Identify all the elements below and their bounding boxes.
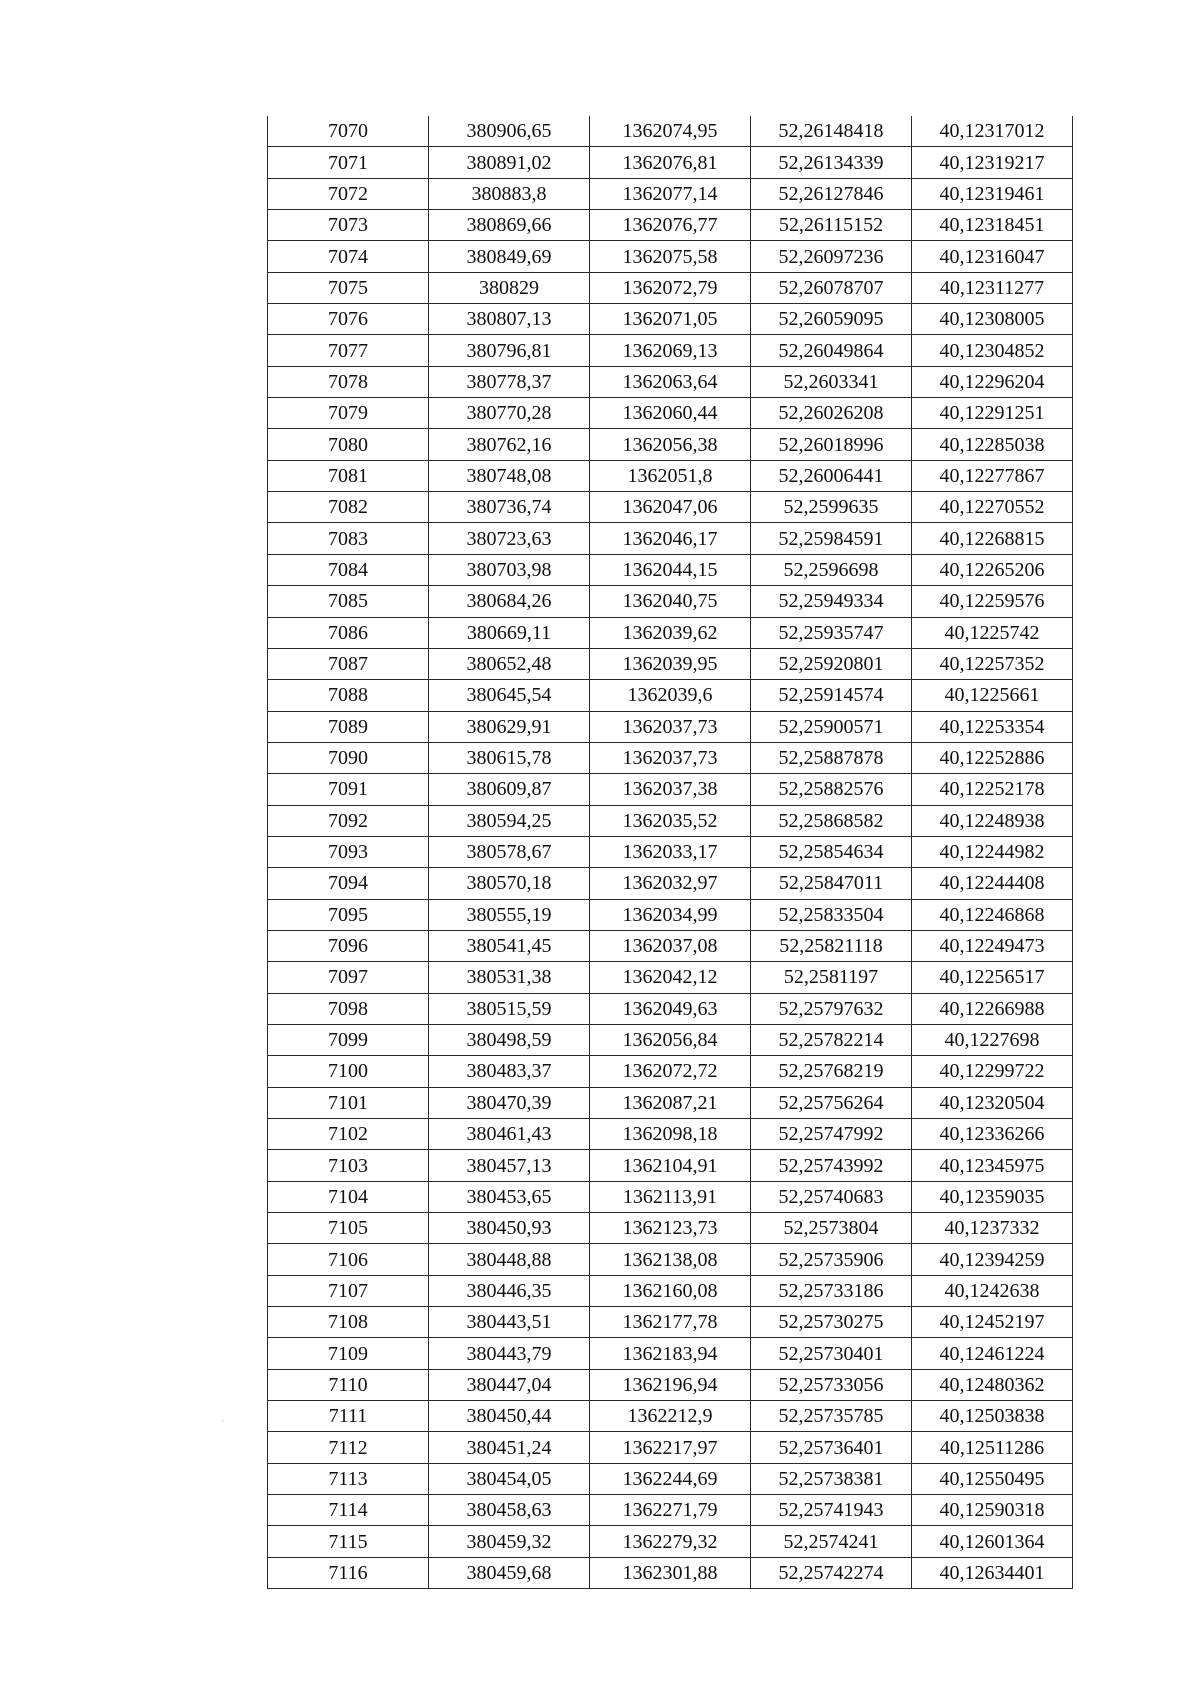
y-coordinate-cell: 1362037,38 bbox=[590, 774, 751, 805]
point-number-cell: 7115 bbox=[268, 1526, 429, 1557]
y-coordinate-cell: 1362212,9 bbox=[590, 1401, 751, 1432]
point-number-cell: 7093 bbox=[268, 836, 429, 867]
latitude-cell: 52,25736401 bbox=[751, 1432, 912, 1463]
y-coordinate-cell: 1362037,73 bbox=[590, 742, 751, 773]
table-row bbox=[268, 1244, 1073, 1275]
table-row bbox=[268, 1275, 1073, 1306]
point-number-cell: 7096 bbox=[268, 930, 429, 961]
x-coordinate-cell: 380450,44 bbox=[429, 1401, 590, 1432]
longitude-cell: 40,12268815 bbox=[912, 523, 1073, 554]
latitude-cell: 52,25733056 bbox=[751, 1369, 912, 1400]
y-coordinate-cell: 1362034,99 bbox=[590, 899, 751, 930]
y-coordinate-cell: 1362217,97 bbox=[590, 1432, 751, 1463]
longitude-cell: 40,12345975 bbox=[912, 1150, 1073, 1181]
y-coordinate-cell: 1362177,78 bbox=[590, 1307, 751, 1338]
latitude-cell: 52,25730401 bbox=[751, 1338, 912, 1369]
point-number-cell: 7094 bbox=[268, 868, 429, 899]
x-coordinate-cell: 380483,37 bbox=[429, 1056, 590, 1087]
table-row bbox=[268, 1024, 1073, 1055]
table-row bbox=[268, 1213, 1073, 1244]
table-row bbox=[268, 1119, 1073, 1150]
table-row bbox=[268, 617, 1073, 648]
latitude-cell: 52,25935747 bbox=[751, 617, 912, 648]
table-row bbox=[268, 178, 1073, 209]
longitude-cell: 40,12317012 bbox=[912, 116, 1073, 147]
table-row bbox=[268, 272, 1073, 303]
x-coordinate-cell: 380459,68 bbox=[429, 1557, 590, 1588]
latitude-cell: 52,25742274 bbox=[751, 1557, 912, 1588]
table-row bbox=[268, 742, 1073, 773]
y-coordinate-cell: 1362063,64 bbox=[590, 366, 751, 397]
point-number-cell: 7116 bbox=[268, 1557, 429, 1588]
table-row bbox=[268, 335, 1073, 366]
point-number-cell: 7080 bbox=[268, 429, 429, 460]
point-number-cell: 7085 bbox=[268, 586, 429, 617]
point-number-cell: 7112 bbox=[268, 1432, 429, 1463]
point-number-cell: 7108 bbox=[268, 1307, 429, 1338]
x-coordinate-cell: 380453,65 bbox=[429, 1181, 590, 1212]
point-number-cell: 7098 bbox=[268, 993, 429, 1024]
x-coordinate-cell: 380458,63 bbox=[429, 1495, 590, 1526]
table-row bbox=[268, 805, 1073, 836]
point-number-cell: 7091 bbox=[268, 774, 429, 805]
y-coordinate-cell: 1362039,95 bbox=[590, 648, 751, 679]
longitude-cell: 40,12257352 bbox=[912, 648, 1073, 679]
longitude-cell: 40,1227698 bbox=[912, 1024, 1073, 1055]
y-coordinate-cell: 1362069,13 bbox=[590, 335, 751, 366]
x-coordinate-cell: 380450,93 bbox=[429, 1213, 590, 1244]
point-number-cell: 7078 bbox=[268, 366, 429, 397]
table-row bbox=[268, 1338, 1073, 1369]
point-number-cell: 7086 bbox=[268, 617, 429, 648]
table-row bbox=[268, 962, 1073, 993]
latitude-cell: 52,25735785 bbox=[751, 1401, 912, 1432]
point-number-cell: 7077 bbox=[268, 335, 429, 366]
point-number-cell: 7084 bbox=[268, 554, 429, 585]
table-row bbox=[268, 210, 1073, 241]
x-coordinate-cell: 380578,67 bbox=[429, 836, 590, 867]
point-number-cell: 7109 bbox=[268, 1338, 429, 1369]
latitude-cell: 52,26018996 bbox=[751, 429, 912, 460]
longitude-cell: 40,12320504 bbox=[912, 1087, 1073, 1118]
y-coordinate-cell: 1362051,8 bbox=[590, 460, 751, 491]
point-number-cell: 7079 bbox=[268, 398, 429, 429]
latitude-cell: 52,25900571 bbox=[751, 711, 912, 742]
x-coordinate-cell: 380829 bbox=[429, 272, 590, 303]
x-coordinate-cell: 380748,08 bbox=[429, 460, 590, 491]
longitude-cell: 40,12265206 bbox=[912, 554, 1073, 585]
x-coordinate-cell: 380443,79 bbox=[429, 1338, 590, 1369]
table-row bbox=[268, 241, 1073, 272]
y-coordinate-cell: 1362138,08 bbox=[590, 1244, 751, 1275]
latitude-cell: 52,25984591 bbox=[751, 523, 912, 554]
y-coordinate-cell: 1362076,81 bbox=[590, 147, 751, 178]
longitude-cell: 40,12304852 bbox=[912, 335, 1073, 366]
table-row bbox=[268, 648, 1073, 679]
latitude-cell: 52,2599635 bbox=[751, 492, 912, 523]
latitude-cell: 52,25854634 bbox=[751, 836, 912, 867]
longitude-cell: 40,12244408 bbox=[912, 868, 1073, 899]
point-number-cell: 7114 bbox=[268, 1495, 429, 1526]
longitude-cell: 40,12590318 bbox=[912, 1495, 1073, 1526]
point-number-cell: 7111 bbox=[268, 1401, 429, 1432]
table-row bbox=[268, 1495, 1073, 1526]
point-number-cell: 7100 bbox=[268, 1056, 429, 1087]
table-row bbox=[268, 1557, 1073, 1588]
longitude-cell: 40,12244982 bbox=[912, 836, 1073, 867]
point-number-cell: 7110 bbox=[268, 1369, 429, 1400]
point-number-cell: 7081 bbox=[268, 460, 429, 491]
table-row bbox=[268, 1087, 1073, 1118]
x-coordinate-cell: 380652,48 bbox=[429, 648, 590, 679]
x-coordinate-cell: 380454,05 bbox=[429, 1463, 590, 1494]
latitude-cell: 52,25949334 bbox=[751, 586, 912, 617]
longitude-cell: 40,12550495 bbox=[912, 1463, 1073, 1494]
y-coordinate-cell: 1362060,44 bbox=[590, 398, 751, 429]
point-number-cell: 7070 bbox=[268, 116, 429, 147]
latitude-cell: 52,25821118 bbox=[751, 930, 912, 961]
table-row bbox=[268, 492, 1073, 523]
point-number-cell: 7072 bbox=[268, 178, 429, 209]
longitude-cell: 40,12308005 bbox=[912, 304, 1073, 335]
table-row bbox=[268, 429, 1073, 460]
point-number-cell: 7107 bbox=[268, 1275, 429, 1306]
longitude-cell: 40,12277867 bbox=[912, 460, 1073, 491]
point-number-cell: 7103 bbox=[268, 1150, 429, 1181]
table-row bbox=[268, 993, 1073, 1024]
longitude-cell: 40,12394259 bbox=[912, 1244, 1073, 1275]
point-number-cell: 7090 bbox=[268, 742, 429, 773]
latitude-cell: 52,25768219 bbox=[751, 1056, 912, 1087]
longitude-cell: 40,12246868 bbox=[912, 899, 1073, 930]
y-coordinate-cell: 1362035,52 bbox=[590, 805, 751, 836]
y-coordinate-cell: 1362056,38 bbox=[590, 429, 751, 460]
table-row bbox=[268, 1307, 1073, 1338]
x-coordinate-cell: 380459,32 bbox=[429, 1526, 590, 1557]
y-coordinate-cell: 1362183,94 bbox=[590, 1338, 751, 1369]
point-number-cell: 7075 bbox=[268, 272, 429, 303]
x-coordinate-cell: 380684,26 bbox=[429, 586, 590, 617]
x-coordinate-cell: 380446,35 bbox=[429, 1275, 590, 1306]
y-coordinate-cell: 1362042,12 bbox=[590, 962, 751, 993]
table-row bbox=[268, 899, 1073, 930]
latitude-cell: 52,26078707 bbox=[751, 272, 912, 303]
longitude-cell: 40,1242638 bbox=[912, 1275, 1073, 1306]
latitude-cell: 52,26026208 bbox=[751, 398, 912, 429]
latitude-cell: 52,26006441 bbox=[751, 460, 912, 491]
x-coordinate-cell: 380451,24 bbox=[429, 1432, 590, 1463]
latitude-cell: 52,26134339 bbox=[751, 147, 912, 178]
point-number-cell: 7095 bbox=[268, 899, 429, 930]
x-coordinate-cell: 380615,78 bbox=[429, 742, 590, 773]
longitude-cell: 40,12311277 bbox=[912, 272, 1073, 303]
table-row bbox=[268, 1181, 1073, 1212]
longitude-cell: 40,12452197 bbox=[912, 1307, 1073, 1338]
y-coordinate-cell: 1362244,69 bbox=[590, 1463, 751, 1494]
latitude-cell: 52,2574241 bbox=[751, 1526, 912, 1557]
table-row bbox=[268, 680, 1073, 711]
longitude-cell: 40,1225661 bbox=[912, 680, 1073, 711]
longitude-cell: 40,12318451 bbox=[912, 210, 1073, 241]
x-coordinate-cell: 380629,91 bbox=[429, 711, 590, 742]
point-number-cell: 7113 bbox=[268, 1463, 429, 1494]
y-coordinate-cell: 1362123,73 bbox=[590, 1213, 751, 1244]
point-number-cell: 7076 bbox=[268, 304, 429, 335]
longitude-cell: 40,12252178 bbox=[912, 774, 1073, 805]
latitude-cell: 52,25887878 bbox=[751, 742, 912, 773]
x-coordinate-cell: 380762,16 bbox=[429, 429, 590, 460]
table-row bbox=[268, 460, 1073, 491]
latitude-cell: 52,25868582 bbox=[751, 805, 912, 836]
longitude-cell: 40,12296204 bbox=[912, 366, 1073, 397]
point-number-cell: 7082 bbox=[268, 492, 429, 523]
point-number-cell: 7105 bbox=[268, 1213, 429, 1244]
longitude-cell: 40,12461224 bbox=[912, 1338, 1073, 1369]
y-coordinate-cell: 1362044,15 bbox=[590, 554, 751, 585]
x-coordinate-cell: 380448,88 bbox=[429, 1244, 590, 1275]
x-coordinate-cell: 380778,37 bbox=[429, 366, 590, 397]
table-row bbox=[268, 1463, 1073, 1494]
table-row bbox=[268, 304, 1073, 335]
table-row bbox=[268, 868, 1073, 899]
latitude-cell: 52,25738381 bbox=[751, 1463, 912, 1494]
longitude-cell: 40,12316047 bbox=[912, 241, 1073, 272]
y-coordinate-cell: 1362071,05 bbox=[590, 304, 751, 335]
scan-speck bbox=[222, 1420, 224, 1421]
x-coordinate-cell: 380723,63 bbox=[429, 523, 590, 554]
x-coordinate-cell: 380736,74 bbox=[429, 492, 590, 523]
x-coordinate-cell: 380609,87 bbox=[429, 774, 590, 805]
x-coordinate-cell: 380457,13 bbox=[429, 1150, 590, 1181]
table-row bbox=[268, 774, 1073, 805]
x-coordinate-cell: 380669,11 bbox=[429, 617, 590, 648]
longitude-cell: 40,12503838 bbox=[912, 1401, 1073, 1432]
x-coordinate-cell: 380849,69 bbox=[429, 241, 590, 272]
x-coordinate-cell: 380570,18 bbox=[429, 868, 590, 899]
latitude-cell: 52,25740683 bbox=[751, 1181, 912, 1212]
longitude-cell: 40,12299722 bbox=[912, 1056, 1073, 1087]
latitude-cell: 52,25747992 bbox=[751, 1119, 912, 1150]
y-coordinate-cell: 1362087,21 bbox=[590, 1087, 751, 1118]
y-coordinate-cell: 1362033,17 bbox=[590, 836, 751, 867]
longitude-cell: 40,12253354 bbox=[912, 711, 1073, 742]
longitude-cell: 40,12285038 bbox=[912, 429, 1073, 460]
y-coordinate-cell: 1362037,08 bbox=[590, 930, 751, 961]
latitude-cell: 52,2581197 bbox=[751, 962, 912, 993]
x-coordinate-cell: 380443,51 bbox=[429, 1307, 590, 1338]
point-number-cell: 7071 bbox=[268, 147, 429, 178]
x-coordinate-cell: 380594,25 bbox=[429, 805, 590, 836]
table-row bbox=[268, 930, 1073, 961]
y-coordinate-cell: 1362032,97 bbox=[590, 868, 751, 899]
latitude-cell: 52,25882576 bbox=[751, 774, 912, 805]
longitude-cell: 40,12634401 bbox=[912, 1557, 1073, 1588]
table-row bbox=[268, 586, 1073, 617]
latitude-cell: 52,25920801 bbox=[751, 648, 912, 679]
y-coordinate-cell: 1362056,84 bbox=[590, 1024, 751, 1055]
y-coordinate-cell: 1362196,94 bbox=[590, 1369, 751, 1400]
point-number-cell: 7104 bbox=[268, 1181, 429, 1212]
latitude-cell: 52,26059095 bbox=[751, 304, 912, 335]
latitude-cell: 52,25914574 bbox=[751, 680, 912, 711]
x-coordinate-cell: 380470,39 bbox=[429, 1087, 590, 1118]
point-number-cell: 7073 bbox=[268, 210, 429, 241]
point-number-cell: 7089 bbox=[268, 711, 429, 742]
y-coordinate-cell: 1362074,95 bbox=[590, 116, 751, 147]
table-row bbox=[268, 1432, 1073, 1463]
table-row bbox=[268, 1150, 1073, 1181]
longitude-cell: 40,12336266 bbox=[912, 1119, 1073, 1150]
table-row bbox=[268, 1369, 1073, 1400]
x-coordinate-cell: 380447,04 bbox=[429, 1369, 590, 1400]
longitude-cell: 40,12511286 bbox=[912, 1432, 1073, 1463]
y-coordinate-cell: 1362098,18 bbox=[590, 1119, 751, 1150]
latitude-cell: 52,25730275 bbox=[751, 1307, 912, 1338]
y-coordinate-cell: 1362039,6 bbox=[590, 680, 751, 711]
coordinates-table bbox=[267, 116, 1073, 1589]
x-coordinate-cell: 380703,98 bbox=[429, 554, 590, 585]
longitude-cell: 40,1237332 bbox=[912, 1213, 1073, 1244]
y-coordinate-cell: 1362049,63 bbox=[590, 993, 751, 1024]
longitude-cell: 40,12319217 bbox=[912, 147, 1073, 178]
x-coordinate-cell: 380891,02 bbox=[429, 147, 590, 178]
table-row bbox=[268, 1401, 1073, 1432]
latitude-cell: 52,25733186 bbox=[751, 1275, 912, 1306]
y-coordinate-cell: 1362040,75 bbox=[590, 586, 751, 617]
point-number-cell: 7106 bbox=[268, 1244, 429, 1275]
latitude-cell: 52,2596698 bbox=[751, 554, 912, 585]
point-number-cell: 7102 bbox=[268, 1119, 429, 1150]
x-coordinate-cell: 380883,8 bbox=[429, 178, 590, 209]
y-coordinate-cell: 1362037,73 bbox=[590, 711, 751, 742]
longitude-cell: 40,12601364 bbox=[912, 1526, 1073, 1557]
latitude-cell: 52,26127846 bbox=[751, 178, 912, 209]
x-coordinate-cell: 380645,54 bbox=[429, 680, 590, 711]
longitude-cell: 40,12270552 bbox=[912, 492, 1073, 523]
y-coordinate-cell: 1362160,08 bbox=[590, 1275, 751, 1306]
y-coordinate-cell: 1362039,62 bbox=[590, 617, 751, 648]
y-coordinate-cell: 1362047,06 bbox=[590, 492, 751, 523]
point-number-cell: 7083 bbox=[268, 523, 429, 554]
y-coordinate-cell: 1362279,32 bbox=[590, 1526, 751, 1557]
latitude-cell: 52,25735906 bbox=[751, 1244, 912, 1275]
table-row bbox=[268, 836, 1073, 867]
latitude-cell: 52,26148418 bbox=[751, 116, 912, 147]
latitude-cell: 52,25833504 bbox=[751, 899, 912, 930]
latitude-cell: 52,25741943 bbox=[751, 1495, 912, 1526]
point-number-cell: 7099 bbox=[268, 1024, 429, 1055]
x-coordinate-cell: 380515,59 bbox=[429, 993, 590, 1024]
point-number-cell: 7097 bbox=[268, 962, 429, 993]
x-coordinate-cell: 380770,28 bbox=[429, 398, 590, 429]
longitude-cell: 40,12359035 bbox=[912, 1181, 1073, 1212]
table-row bbox=[268, 116, 1073, 147]
x-coordinate-cell: 380796,81 bbox=[429, 335, 590, 366]
table-row bbox=[268, 147, 1073, 178]
x-coordinate-cell: 380531,38 bbox=[429, 962, 590, 993]
longitude-cell: 40,12291251 bbox=[912, 398, 1073, 429]
latitude-cell: 52,25756264 bbox=[751, 1087, 912, 1118]
table-row bbox=[268, 554, 1073, 585]
y-coordinate-cell: 1362072,72 bbox=[590, 1056, 751, 1087]
x-coordinate-cell: 380555,19 bbox=[429, 899, 590, 930]
table-row bbox=[268, 366, 1073, 397]
point-number-cell: 7092 bbox=[268, 805, 429, 836]
y-coordinate-cell: 1362077,14 bbox=[590, 178, 751, 209]
point-number-cell: 7074 bbox=[268, 241, 429, 272]
latitude-cell: 52,2603341 bbox=[751, 366, 912, 397]
table-row bbox=[268, 1056, 1073, 1087]
point-number-cell: 7087 bbox=[268, 648, 429, 679]
latitude-cell: 52,25847011 bbox=[751, 868, 912, 899]
table-row bbox=[268, 1526, 1073, 1557]
point-number-cell: 7101 bbox=[268, 1087, 429, 1118]
longitude-cell: 40,12319461 bbox=[912, 178, 1073, 209]
longitude-cell: 40,12259576 bbox=[912, 586, 1073, 617]
latitude-cell: 52,26049864 bbox=[751, 335, 912, 366]
y-coordinate-cell: 1362271,79 bbox=[590, 1495, 751, 1526]
longitude-cell: 40,12248938 bbox=[912, 805, 1073, 836]
latitude-cell: 52,26097236 bbox=[751, 241, 912, 272]
x-coordinate-cell: 380906,65 bbox=[429, 116, 590, 147]
coordinates-table-body bbox=[268, 116, 1073, 1589]
longitude-cell: 40,12252886 bbox=[912, 742, 1073, 773]
longitude-cell: 40,12266988 bbox=[912, 993, 1073, 1024]
longitude-cell: 40,12256517 bbox=[912, 962, 1073, 993]
y-coordinate-cell: 1362075,58 bbox=[590, 241, 751, 272]
table-row bbox=[268, 711, 1073, 742]
y-coordinate-cell: 1362072,79 bbox=[590, 272, 751, 303]
x-coordinate-cell: 380461,43 bbox=[429, 1119, 590, 1150]
x-coordinate-cell: 380869,66 bbox=[429, 210, 590, 241]
latitude-cell: 52,25743992 bbox=[751, 1150, 912, 1181]
x-coordinate-cell: 380541,45 bbox=[429, 930, 590, 961]
y-coordinate-cell: 1362076,77 bbox=[590, 210, 751, 241]
latitude-cell: 52,25782214 bbox=[751, 1024, 912, 1055]
y-coordinate-cell: 1362113,91 bbox=[590, 1181, 751, 1212]
latitude-cell: 52,25797632 bbox=[751, 993, 912, 1024]
latitude-cell: 52,2573804 bbox=[751, 1213, 912, 1244]
x-coordinate-cell: 380498,59 bbox=[429, 1024, 590, 1055]
table-row bbox=[268, 398, 1073, 429]
longitude-cell: 40,12249473 bbox=[912, 930, 1073, 961]
longitude-cell: 40,1225742 bbox=[912, 617, 1073, 648]
x-coordinate-cell: 380807,13 bbox=[429, 304, 590, 335]
latitude-cell: 52,26115152 bbox=[751, 210, 912, 241]
longitude-cell: 40,12480362 bbox=[912, 1369, 1073, 1400]
y-coordinate-cell: 1362301,88 bbox=[590, 1557, 751, 1588]
point-number-cell: 7088 bbox=[268, 680, 429, 711]
table-row bbox=[268, 523, 1073, 554]
y-coordinate-cell: 1362104,91 bbox=[590, 1150, 751, 1181]
y-coordinate-cell: 1362046,17 bbox=[590, 523, 751, 554]
